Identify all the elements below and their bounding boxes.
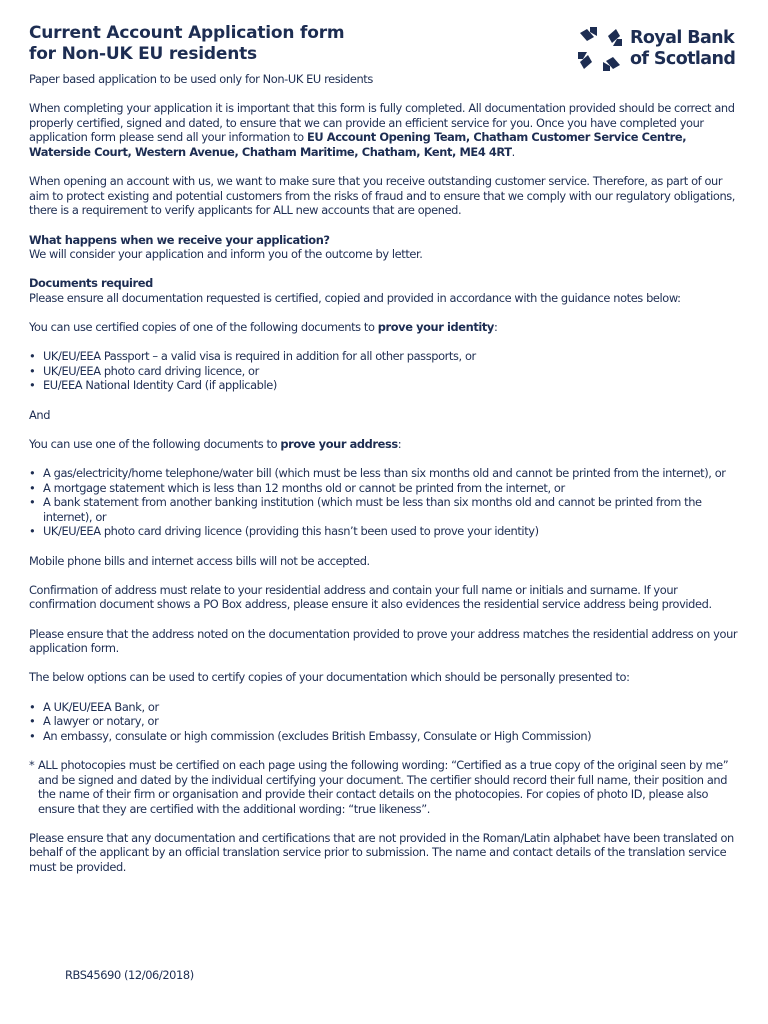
list-item: • A lawyer or notary, or [29, 714, 743, 729]
mobile-note: Mobile phone bills and internet access bills will not be accepted. [29, 553, 370, 568]
completion-text: When completing your application it is important that this form is fully completed. All documentation provided should be correct and properly certified, signed and dated, to ensure that we can provide an efficient service for you. Once you have completed your application form please send all your information to [29, 101, 735, 145]
identity-lead-end: : [493, 320, 498, 335]
documents-heading [29, 276, 743, 291]
identity-list [29, 349, 743, 393]
certify-list [29, 700, 743, 744]
list-item: • A UK/EU/EEA Bank, or [29, 700, 743, 715]
completion-paragraph [29, 101, 743, 159]
documents-heading-text: Documents required [29, 276, 153, 291]
asterisk: * [29, 757, 35, 772]
address-list [29, 466, 743, 539]
list-item: • A bank statement from another banking institution (which must be less than six months old and cannot be printed from the internet), or [29, 495, 743, 524]
match-note: Please ensure that the address noted on the documentation provided to prove your address matches the residential address on your application form. [29, 626, 738, 656]
completion-end: . [511, 144, 515, 159]
title-line-1: Current Account Application form [29, 23, 345, 43]
rbs-logo [578, 27, 743, 71]
address-lead-text: You can use one of the following documents to [29, 436, 281, 451]
identity-lead [29, 320, 743, 335]
address-lead-end: : [397, 436, 402, 451]
verification-paragraph: When opening an account with us, we want to make sure that you receive outstanding customer service. Therefore, as part of our aim to protect existing and potential customers from the risks of fraud and to ensure that we comply with our regulatory obligations, there is a requirement to verify applicants for ALL new accounts that are opened. [29, 174, 736, 218]
form-reference-code: RBS45690 (12/06/2018) [65, 968, 194, 982]
and-text: And [29, 407, 51, 422]
what-happens-heading-text: What happens when we receive your application? [29, 232, 330, 247]
logo-line-1: Royal Bank [630, 28, 735, 48]
rbs-daisywheel-logo-icon [578, 27, 622, 71]
list-item: • A gas/electricity/home telephone/water bill (which must be less than six months old and cannot be printed from the internet), or [29, 466, 743, 481]
translation-note: Please ensure that any documentation and certifications that are not provided in the Roman/Latin alphabet have been translated on behalf of the applicant by an official translation service prior to submission. The name and contact details of the translation service must be provided. [29, 830, 734, 875]
list-item: • UK/EU/EEA photo card driving licence, or [29, 364, 743, 379]
certify-lead: The below options can be used to certify copies of your documentation which should be personally presented to: [29, 670, 630, 685]
address-lead [29, 437, 743, 452]
intro-text: Paper based application to be used only for Non-UK EU residents [29, 72, 373, 86]
title-line-2: for Non-UK EU residents [29, 44, 257, 64]
page-title [29, 23, 344, 65]
address-lead-bold: prove your address [280, 436, 398, 451]
list-item: • EU/EEA National Identity Card (if applicable) [29, 378, 743, 393]
what-happens-text: We will consider your application and inform you of the outcome by letter. [29, 247, 423, 262]
list-item: • UK/EU/EEA photo card driving licence (providing this hasn’t been used to prove your identity) [29, 524, 743, 539]
list-item: • An embassy, consulate or high commission (excludes British Embassy, Consulate or High Commission) [29, 729, 743, 744]
identity-lead-bold: prove your identity [377, 320, 494, 335]
photocopy-note-text: ALL photocopies must be certified on each page using the following wording: “Certified as a true copy of the original seen by me” and be signed and dated by the individual certifying your document. The certifier should record their full name, their position and the name of their firm or organisation and provide their contact details on the photocopies. For copies of photo ID, please also ensure that they are certified with the additional wording: “true likeness”. [38, 757, 729, 816]
identity-lead-text: You can use certified copies of one of the following documents to [29, 320, 378, 335]
list-item: • A mortgage statement which is less than 12 months old or cannot be printed from the internet, or [29, 481, 743, 496]
document-body [29, 72, 743, 889]
logo-wordmark [630, 28, 735, 70]
photocopy-note [29, 758, 743, 816]
mailing-address: EU Account Opening Team, Chatham Customer Service Centre, Waterside Court, Western Avenue, Chatham Maritime, Chatham, Kent, ME4 4RT [29, 130, 687, 159]
what-happens-heading [29, 233, 743, 248]
documents-text: Please ensure all documentation requested is certified, copied and provided in accordance with the guidance notes below: [29, 290, 681, 305]
list-item: • UK/EU/EEA Passport – a valid visa is required in addition for all other passports, or [29, 349, 743, 364]
confirmation-note: Confirmation of address must relate to your residential address and contain your full name or initials and surname. If your confirmation document shows a PO Box address, please ensure it also evidences the residential service address being provided. [29, 582, 712, 612]
logo-line-2: of Scotland [630, 49, 736, 69]
